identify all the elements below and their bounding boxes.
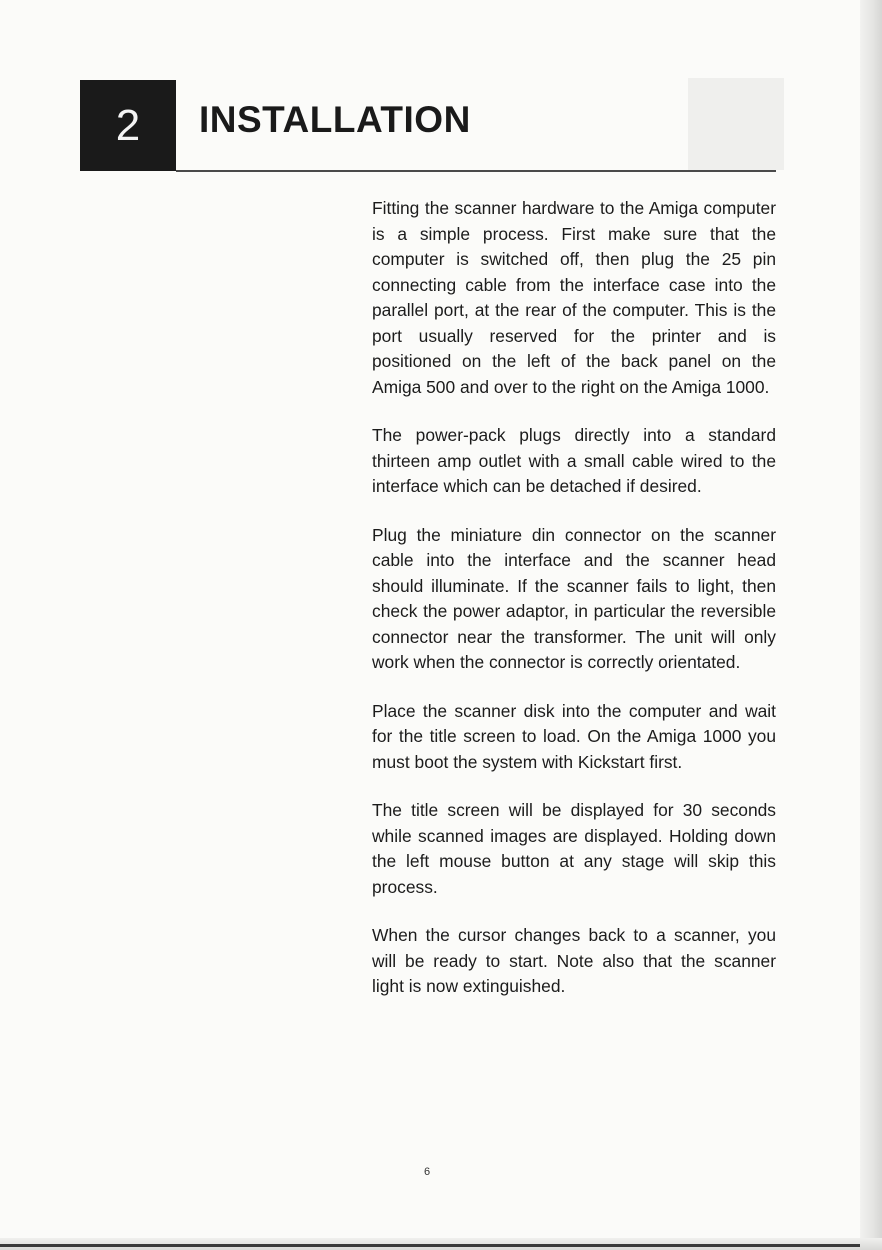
paragraph-din-connector: Plug the miniature din connector on the scanner cable into the interface and the scanner head should illuminate. If the scanner fails to light, then check the power adaptor, in particular the reversible connector near the transformer. The unit will only work when the connector is correctly orientated. bbox=[372, 524, 776, 672]
paragraph-scanner-disk: Place the scanner disk into the computer and wait for the title screen to load. On the Amiga 1000 you must boot the system with Kickstart first. bbox=[372, 700, 776, 772]
paragraph-cursor: When the cursor changes back to a scanner, you will be ready to start. Note also that the scanner light is now extinguished. bbox=[372, 925, 776, 996]
page-number: 6 bbox=[423, 1166, 431, 1178]
body-text-column bbox=[372, 196, 776, 1023]
paragraph-power-pack: The power-pack plugs directly into a standard thirteen amp outlet with a small cable wired to the interface which can be detached if desired. bbox=[372, 425, 776, 496]
paragraph-fitting: Fitting the scanner hardware to the Amiga computer is a simple process. First make sure that the computer is switched off, then plug the 25 pin connecting cable from the interface case into the parallel port, at the rear of the computer. This is the port usually reserved for the printer and is positioned on the left of the back panel on the Amiga 500 and over to the right on the Amiga 1000. bbox=[372, 198, 776, 397]
header-rule bbox=[176, 170, 776, 172]
bottom-border-line bbox=[0, 1244, 860, 1247]
page-edge-shadow bbox=[860, 0, 882, 1250]
paragraph-title-screen: The title screen will be displayed for 30 seconds while scanned images are displayed. Holding down the left mouse button at any stage will skip this process. bbox=[372, 800, 776, 897]
chapter-number-badge: 2 bbox=[80, 80, 176, 171]
chapter-title: INSTALLATION bbox=[199, 99, 471, 140]
bleed-through-shadow bbox=[688, 78, 784, 170]
